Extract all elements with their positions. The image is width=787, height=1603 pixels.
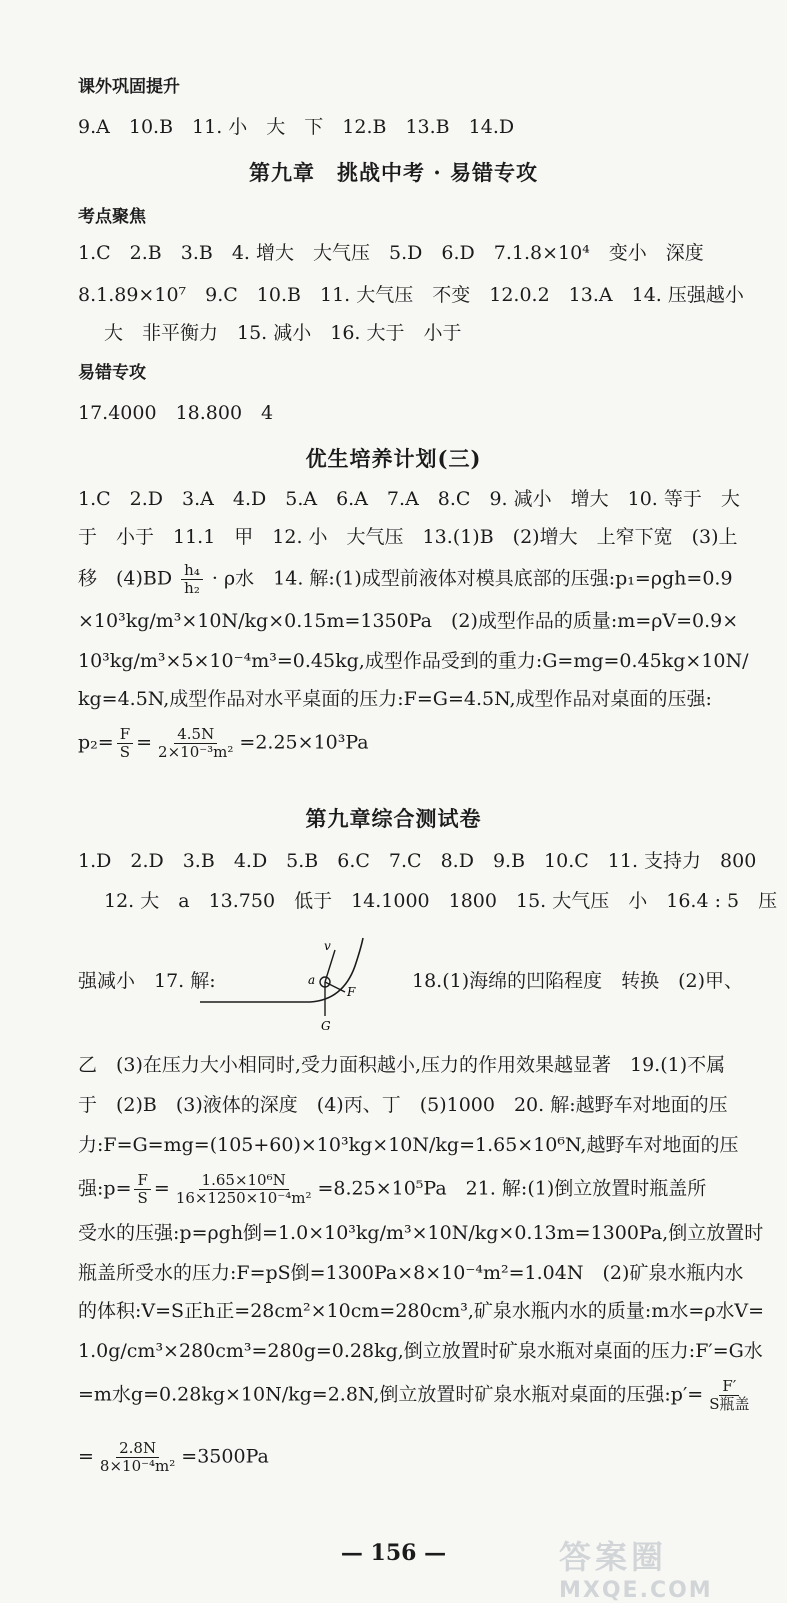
watermark-text: 答案圈 xyxy=(559,1538,668,1576)
answer-line: 力:F=G=mg=(105+60)×10³kg×10N/kg=1.65×10⁶N,越野车对地面的压 xyxy=(78,1134,739,1156)
answer-line xyxy=(78,726,747,761)
fraction-h4-h2 xyxy=(181,562,203,597)
answer-line: 大 非平衡力 15. 减小 16. 大于 小于 xyxy=(104,322,462,344)
answer-line: 9.A 10.B 11. 小 大 下 12.B 13.B 14.D xyxy=(78,116,515,138)
error-label: 易错专攻 xyxy=(78,363,146,383)
force-diagram xyxy=(195,930,395,1040)
answer-line: 的体积:V=S正h正=28cm²×10cm=280cm³,矿泉水瓶内水的质量:m水=ρ水V= xyxy=(78,1300,765,1322)
label-a: a xyxy=(308,973,316,987)
frac-denominator: 2×10⁻³m² xyxy=(158,743,234,761)
answer-line: kg=4.5N,成型作品对水平桌面的压力:F=G=4.5N,成型作品对桌面的压强: xyxy=(78,688,712,710)
frac-numerator: 4.5N xyxy=(174,726,217,744)
answer-line: 瓶盖所受水的压力:F=pS倒=1300Pa×8×10⁻⁴m²=1.04N (2)矿泉水瓶内水 xyxy=(78,1262,744,1284)
watermark-logo xyxy=(559,1532,759,1603)
frac-numerator: F xyxy=(117,726,133,744)
frac-numerator: F xyxy=(134,1172,150,1190)
line-prefix: p₂= xyxy=(78,731,114,754)
answer-line: 1.D 2.D 3.B 4.D 5.B 6.C 7.C 8.D 9.B 10.C 11. 支持力 800 xyxy=(78,850,757,872)
line-prefix: =m水g=0.28kg×10N/kg=2.8N,倒立放置时矿泉水瓶对桌面的压强:p′= xyxy=(78,1383,704,1406)
answer-line: 8.1.89×10⁷ 9.C 10.B 11. 大气压 不变 12.0.2 13.A 14. 压强越小 xyxy=(78,284,744,306)
excellence-plan-title: 优生培养计划(三) xyxy=(305,446,482,471)
answer-line: 1.C 2.D 3.A 4.D 5.A 6.A 7.A 8.C 9. 减小 增大 10. 等于 大 xyxy=(78,488,740,510)
fraction-value xyxy=(173,1172,315,1207)
label-f: F xyxy=(347,985,356,999)
answer-line xyxy=(78,1377,750,1413)
answer-line xyxy=(78,1440,747,1475)
frac-denominator: 8×10⁻⁴m² xyxy=(99,1457,176,1475)
answer-line: 于 小于 11.1 甲 12. 小 大气压 13.(1)B (2)增大 上窄下宽 (3)上 xyxy=(78,526,738,548)
line-suffix: =3500Pa xyxy=(181,1445,269,1468)
frac-denominator: h₂ xyxy=(184,579,200,597)
velocity-arrow xyxy=(325,950,335,982)
equals-sign: = xyxy=(136,731,153,754)
fraction-value xyxy=(97,1440,178,1475)
line-suffix: · ρ水 14. 解:(1)成型前液体对模具底部的压强:p₁=ρgh=0.9 xyxy=(211,567,733,590)
frac-numerator: 1.65×10⁶N xyxy=(199,1172,289,1190)
fraction-f-s xyxy=(134,1172,150,1207)
focus-label: 考点聚焦 xyxy=(78,207,146,227)
watermark-url: MXQE.COM xyxy=(559,1578,713,1603)
answer-line: 12. 大 a 13.750 低于 14.1000 1800 15. 大气压 小 16.4 : 5 压 xyxy=(104,890,778,912)
line-suffix: =2.25×10³Pa xyxy=(239,731,369,754)
line-suffix: =8.25×10⁵Pa 21. 解:(1)倒立放置时瓶盖所 xyxy=(317,1177,707,1200)
line-prefix: 移 (4)BD xyxy=(78,567,173,590)
frac-numerator: h₄ xyxy=(181,562,203,580)
frac-denominator: 16×1250×10⁻⁴m² xyxy=(175,1189,312,1207)
frac-numerator: 2.8N xyxy=(116,1440,159,1458)
frac-numerator: F′ xyxy=(719,1378,739,1396)
answer-line: 18.(1)海绵的凹陷程度 转换 (2)甲、 xyxy=(412,970,744,992)
answer-line xyxy=(78,562,747,597)
frac-denominator: S xyxy=(137,1189,148,1207)
frac-denominator: S瓶盖 xyxy=(709,1395,750,1413)
answer-line: ×10³kg/m³×10N/kg×0.15m=1350Pa (2)成型作品的质量:m=ρV=0.9× xyxy=(78,610,739,632)
section-label-extracurricular: 课外巩固提升 xyxy=(78,77,180,97)
answer-line: 强减小 17. 解: xyxy=(78,970,216,992)
line-prefix: 强:p= xyxy=(78,1177,132,1200)
equals-sign: = xyxy=(153,1177,170,1200)
answer-line: 1.C 2.B 3.B 4. 增大 大气压 5.D 6.D 7.1.8×10⁴ 变小 深度 xyxy=(78,242,704,264)
line-prefix: = xyxy=(78,1445,94,1468)
page-number: — 156 — xyxy=(340,1540,447,1566)
fraction-value xyxy=(155,726,236,761)
fraction-f-prime xyxy=(706,1378,752,1413)
label-g: G xyxy=(321,1019,331,1033)
answer-line: 乙 (3)在压力大小相同时,受力面积越小,压力的作用效果越显著 19.(1)不属 xyxy=(78,1054,726,1076)
answer-line: 于 (2)B (3)液体的深度 (4)丙、丁 (5)1000 20. 解:越野车对地面的压 xyxy=(78,1094,728,1116)
answer-line: 10³kg/m³×5×10⁻⁴m³=0.45kg,成型作品受到的重力:G=mg=0.45kg×10N/ xyxy=(78,650,749,672)
answer-line: 17.4000 18.800 4 xyxy=(78,402,274,424)
answer-line: 受水的压强:p=ρgh倒=1.0×10³kg/m³×10N/kg×0.13m=1300Pa,倒立放置时 xyxy=(78,1222,764,1244)
chapter9-test-title: 第九章综合测试卷 xyxy=(305,806,482,831)
fraction-f-s xyxy=(117,726,133,761)
answer-line: 1.0g/cm³×280cm³=280g=0.28kg,倒立放置时矿泉水瓶对桌面的压力:F′=G水 xyxy=(78,1340,763,1362)
label-v: v xyxy=(324,939,331,953)
frac-denominator: S xyxy=(119,743,131,761)
chapter9-challenge-title: 第九章 挑战中考 · 易错专攻 xyxy=(249,160,538,185)
answer-line xyxy=(78,1172,747,1207)
